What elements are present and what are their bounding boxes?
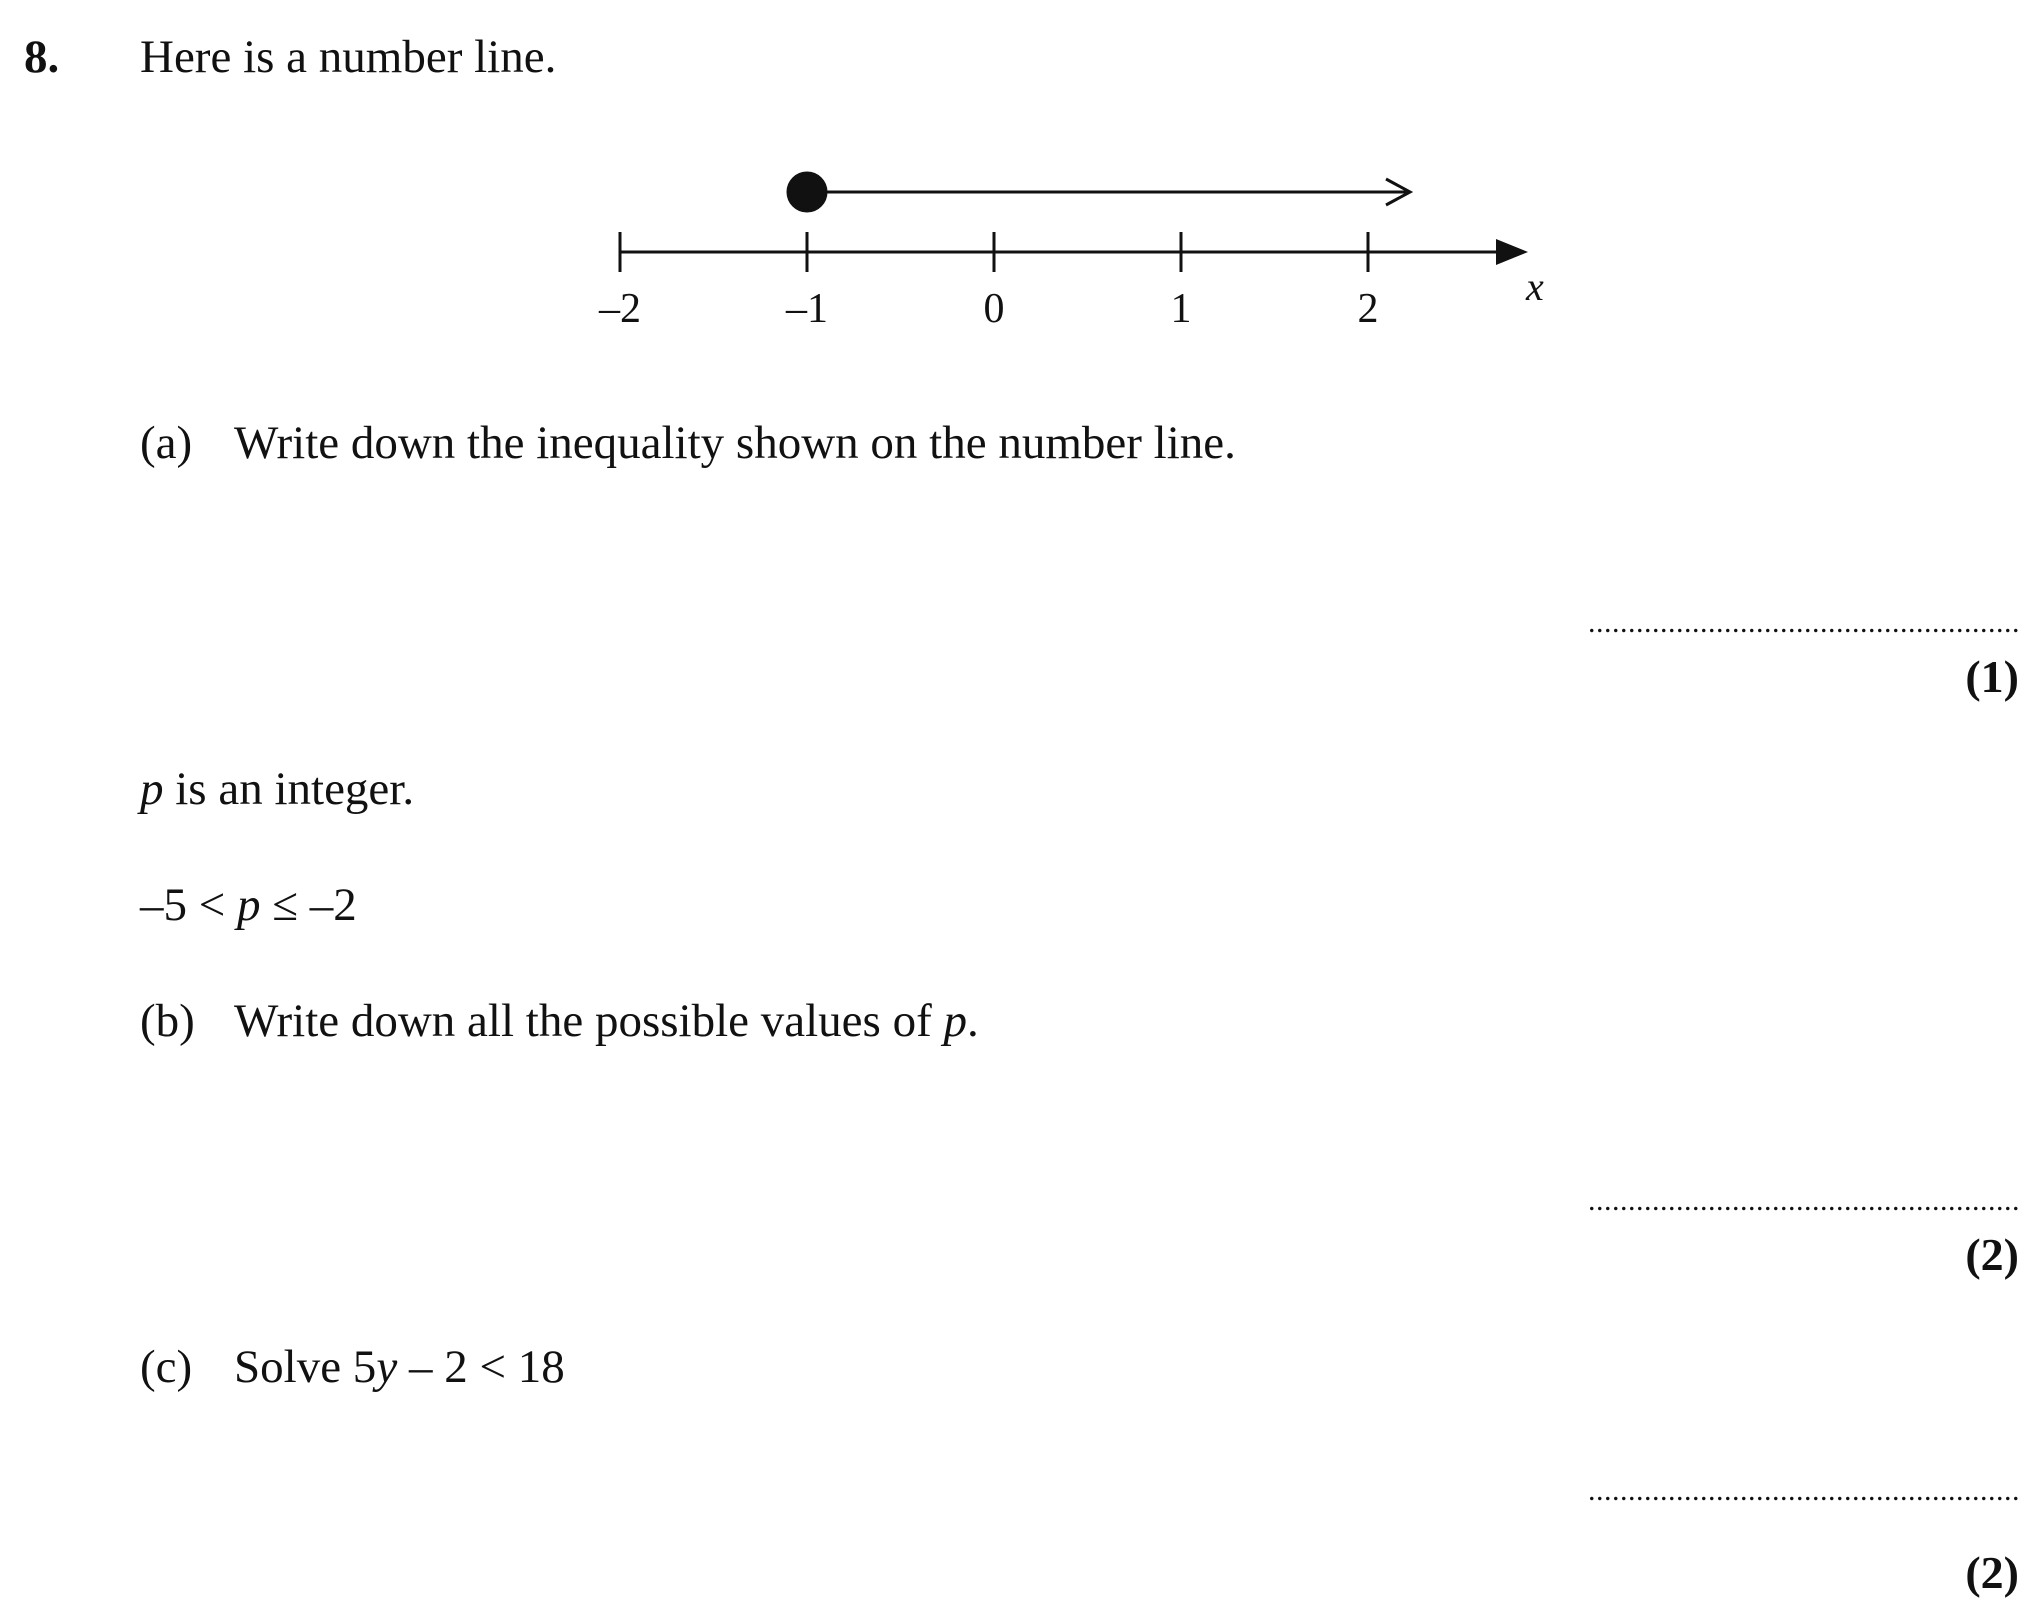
number-line-ticks xyxy=(598,232,1379,332)
tick-label: –1 xyxy=(786,286,828,332)
given-inequality-right: ≤ –2 xyxy=(260,879,357,931)
given-statement xyxy=(140,763,415,815)
part-c-text-before: Solve 5 xyxy=(234,1341,377,1393)
solution-endpoint-dot xyxy=(788,173,826,211)
part-b-text-before: Write down all the possible values of xyxy=(234,995,944,1047)
number-line-solution-ray xyxy=(788,173,1410,211)
given-statement-text: is an integer. xyxy=(163,763,415,815)
part-c-text-variable: y xyxy=(376,1341,398,1393)
part-a-answer-line[interactable]: ...................................................... xyxy=(1588,608,2020,638)
question-intro: Here is a number line. xyxy=(140,31,557,83)
number-line-diagram xyxy=(560,140,1560,340)
part-a-label: (a) xyxy=(140,417,193,469)
given-inequality xyxy=(140,879,357,931)
part-b-marks: (2) xyxy=(1965,1229,2019,1280)
tick-label: 1 xyxy=(1170,286,1192,332)
given-statement-variable: p xyxy=(140,763,164,815)
part-c-marks: (2) xyxy=(1965,1547,2019,1598)
part-c-label: (c) xyxy=(140,1341,193,1393)
number-line-variable-label: x xyxy=(1526,264,1544,309)
question-number: 8. xyxy=(24,31,60,83)
part-b-text xyxy=(234,995,979,1047)
axis-arrowhead-icon xyxy=(1496,239,1528,265)
part-b-text-after: . xyxy=(966,995,979,1047)
tick-label: 0 xyxy=(983,286,1005,332)
part-b-label: (b) xyxy=(140,995,195,1047)
part-b-answer-line[interactable]: ...................................................... xyxy=(1588,1186,2020,1216)
given-inequality-variable: p xyxy=(237,879,261,931)
part-a-marks: (1) xyxy=(1965,651,2019,702)
part-c-text xyxy=(234,1341,565,1393)
tick-label: –2 xyxy=(599,286,641,332)
number-line-axis xyxy=(620,239,1528,265)
part-b-text-variable: p xyxy=(943,995,967,1047)
part-c-text-after: – 2 < 18 xyxy=(397,1341,565,1393)
tick-label: 2 xyxy=(1357,286,1379,332)
part-c-answer-line[interactable]: ...................................................... xyxy=(1588,1476,2020,1506)
part-a-text: Write down the inequality shown on the number line. xyxy=(234,417,1236,469)
given-inequality-left: –5 < xyxy=(140,879,238,931)
